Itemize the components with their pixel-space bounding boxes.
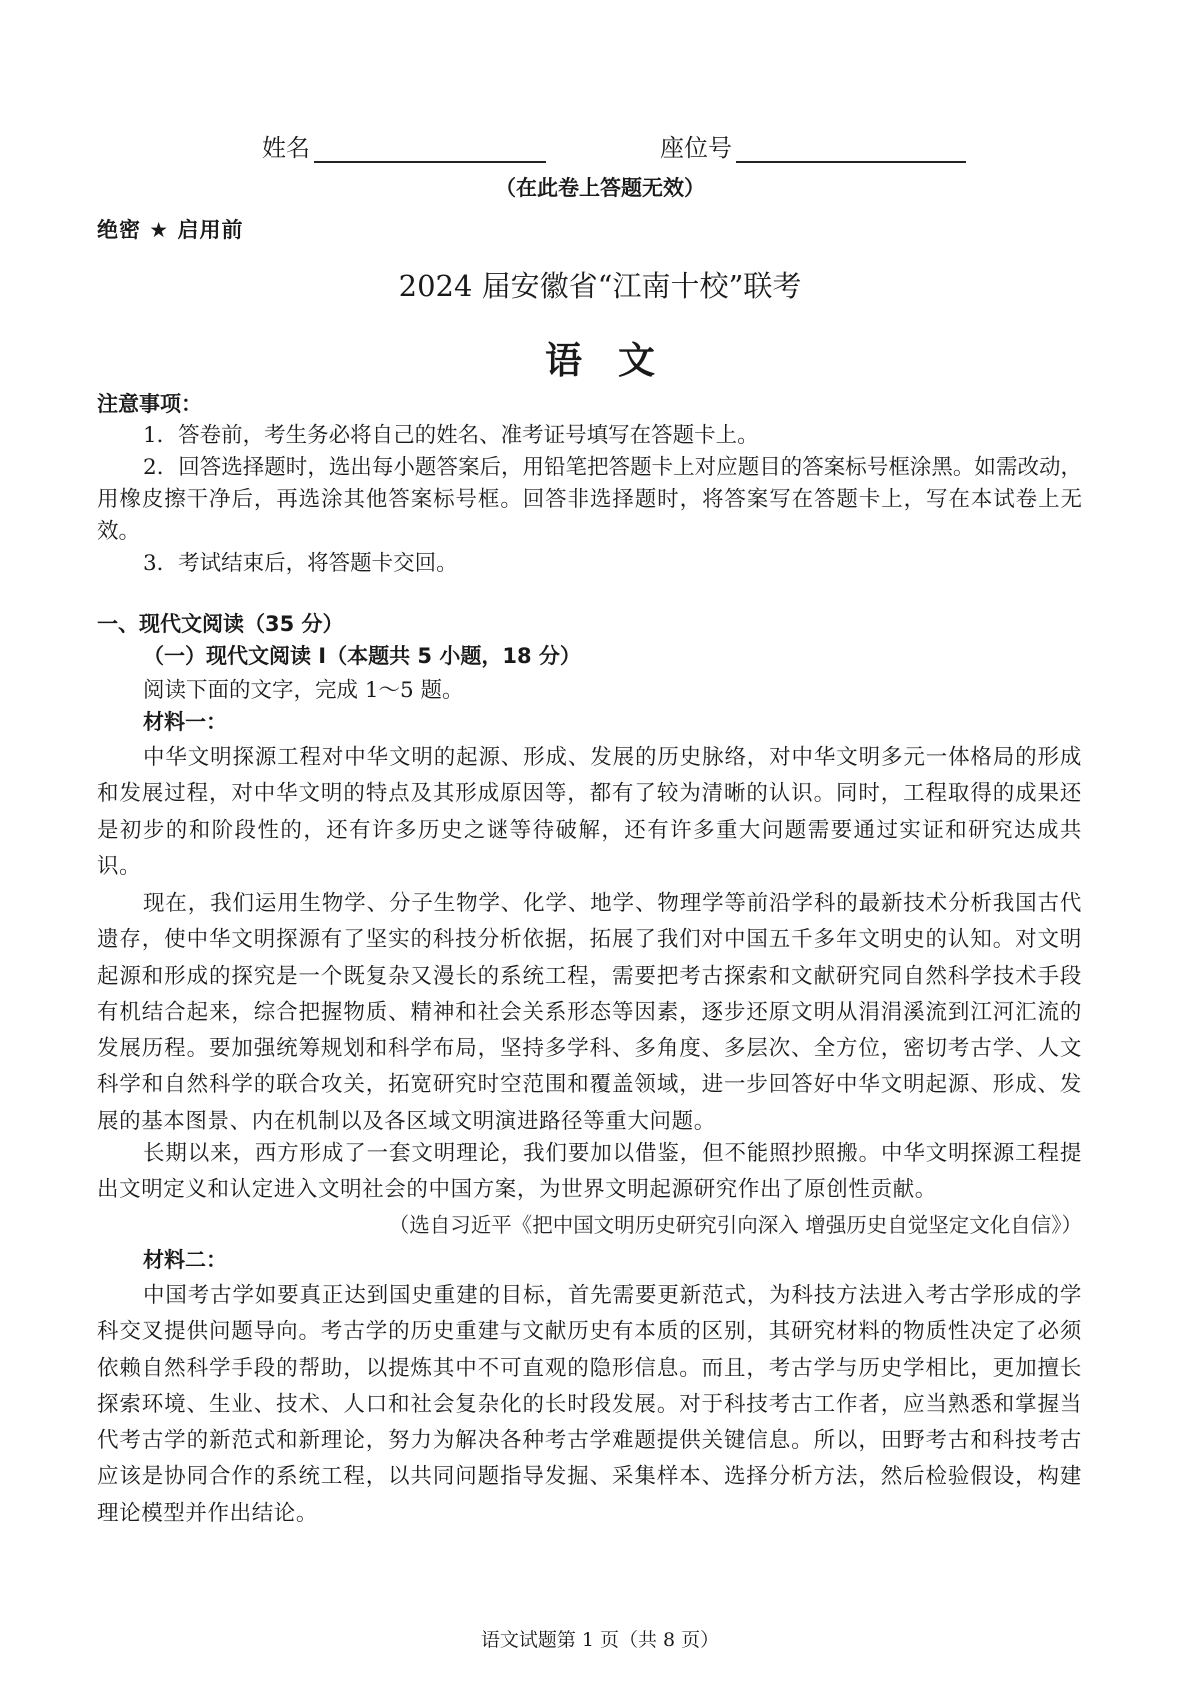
material1-label: 材料一： [143, 710, 227, 734]
name-blank-line [314, 133, 546, 163]
name-label: 姓名 [262, 134, 310, 162]
secret-mark: 绝密 ★ 启用前 [97, 218, 244, 242]
seat-field [660, 128, 966, 163]
seat-label: 座位号 [660, 134, 732, 162]
name-field [262, 128, 546, 163]
candidate-info-row [0, 128, 1200, 164]
exam-title: 2024 届安徽省“江南十校”联考 [398, 269, 802, 303]
invalid-answer-note: （在此卷上答题无效） [495, 176, 705, 200]
subject-title: 语文 [545, 339, 691, 382]
material1-source: （选自习近平《把中国文明历史研究引向深入 增强历史自觉坚定文化自信》） [388, 1213, 1082, 1237]
material1-paragraph: 长期以来，西方形成了一套文明理论，我们要加以借鉴，但不能照抄照搬。中华文明探源工程提出文明定义和认定进入文明社会的中国方案，为世界文明起源研究作出了原创性贡献。 [97, 1141, 1082, 1203]
notice-item: 2．回答选择题时，选出每小题答案后，用铅笔把答题卡上对应题目的答案标号框涂黑。如需改动，用橡皮擦干净后，再选涂其他答案标号框。回答非选择题时，将答案写在答题卡上，写在本试卷上无效。 [97, 455, 1082, 544]
reading-instruction: 阅读下面的文字，完成 1～5 题。 [143, 678, 464, 703]
section-heading: 一、现代文阅读（35 分） [97, 612, 344, 636]
material1-paragraph: 中华文明探源工程对中华文明的起源、形成、发展的历史脉络，对中华文明多元一体格局的形成和发展过程，对中华文明的特点及其形成原因等，都有了较为清晰的认识。同时，工程取得的成果还是初步的和阶段性的，还有许多历史之谜等待破解，还有许多重大问题需要通过实证和研究达成共识。 [97, 745, 1082, 879]
notice-item: 3．考试结束后，将答题卡交回。 [143, 551, 458, 576]
material1-paragraph: 现在，我们运用生物学、分子生物学、化学、地学、物理学等前沿学科的最新技术分析我国古代遗存，使中华文明探源有了坚实的科技分析依据，拓展了我们对中国五千多年文明史的认知。对文明起源和形成的探究是一个既复杂又漫长的系统工程，需要把考古探索和文献研究同自然科学技术手段有机结合起来，综合把握物质、精神和社会关系形态等因素，逐步还原文明从涓涓溪流到江河汇流的发展历程。要加强统筹规划和科学布局，坚持多学科、多角度、多层次、全方位，密切考古学、人文科学和自然科学的联合攻关，拓宽研究时空范围和覆盖领域，进一步回答好中华文明起源、形成、发展的基本图景、内在机制以及各区域文明演进路径等重大问题。 [97, 891, 1082, 1134]
material2-label: 材料二： [143, 1248, 227, 1272]
notice-heading: 注意事项： [97, 392, 202, 416]
material2-paragraph: 中国考古学如要真正达到国史重建的目标，首先需要更新范式，为科技方法进入考古学形成的学科交叉提供问题导向。考古学的历史重建与文献历史有本质的区别，其研究材料的物质性决定了必须依赖自然科学手段的帮助，以提炼其中不可直观的隐形信息。而且，考古学与历史学相比，更加擅长探索环境、生业、技术、人口和社会复杂化的长时段发展。对于科技考古工作者，应当熟悉和掌握当代考古学的新范式和新理论，努力为解决各种考古学难题提供关键信息。所以，田野考古和科技考古应该是协同合作的系统工程，以共同问题指导发掘、采集样本、选择分析方法，然后检验假设，构建理论模型并作出结论。 [97, 1283, 1082, 1526]
page-footer: 语文试题第 1 页（共 8 页） [480, 1629, 720, 1651]
notice-item: 1．答卷前，考生务必将自己的姓名、准考证号填写在答题卡上。 [143, 423, 759, 448]
sub-section-heading: （一）现代文阅读 I（本题共 5 小题，18 分） [143, 644, 581, 668]
seat-blank-line [736, 133, 966, 163]
